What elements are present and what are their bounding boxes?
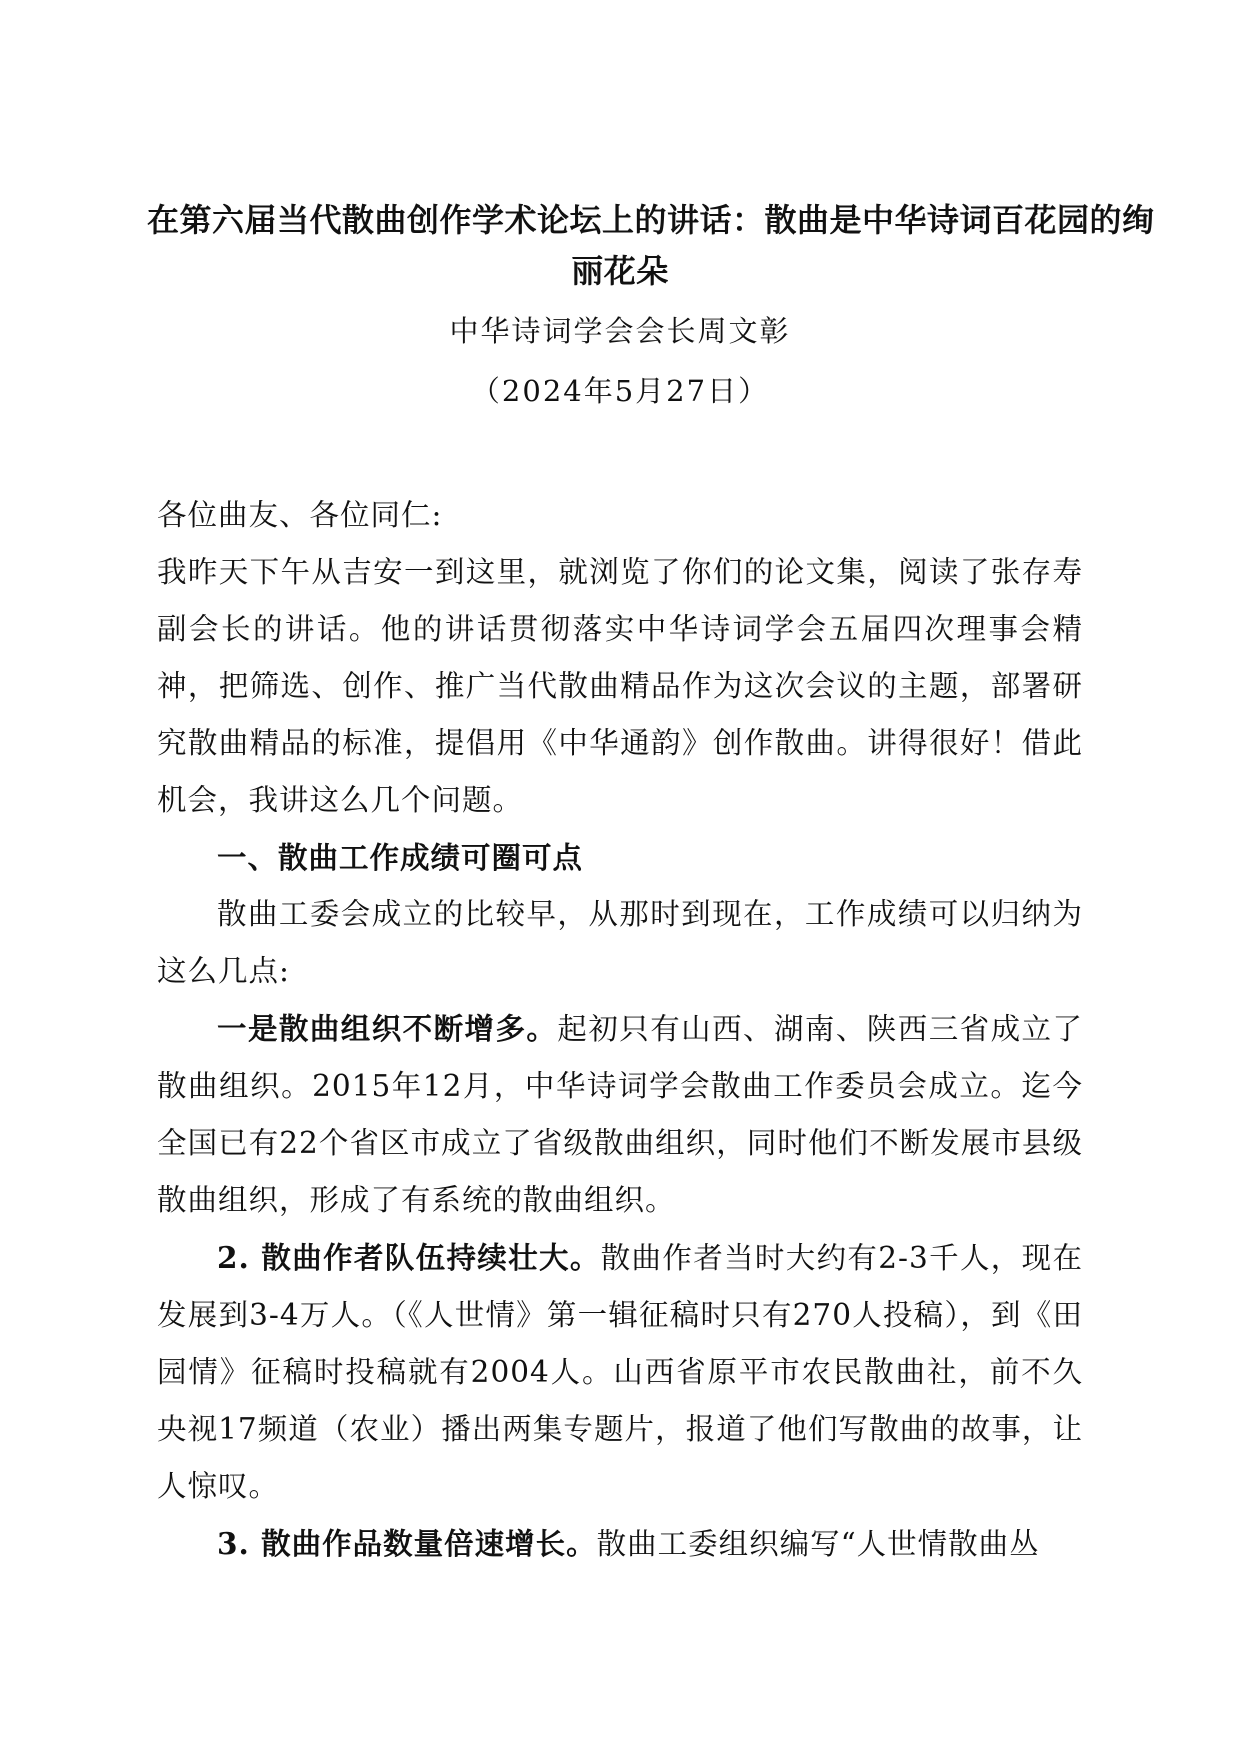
document-title-line-2: 丽花朵 (571, 252, 669, 290)
point-text-1: 起初只有山西、湖南、陕西三省成立了散曲组织。2015年12月，中华诗词学会散曲工作委员会成立。迄今全国已有22个省区市成立了省级散曲组织，同时他们不断发展市县级散曲组织，形成了有系统的散曲组织。 (157, 1012, 1083, 1217)
document-page (147, 0, 1155, 1754)
point-lead-3: 3. 散曲作品数量倍速增长。 (217, 1526, 597, 1561)
point-lead-2: 2. 散曲作者队伍持续壮大。 (217, 1240, 601, 1275)
intro-paragraph: 我昨天下午从吉安一到这里，就浏览了你们的论文集，阅读了张存寿副会长的讲话。他的讲话贯彻落实中华诗词学会五届四次理事会精神，把筛选、创作、推广当代散曲精品作为这次会议的主题，部署研究散曲精品的标准，提倡用《中华通韵》创作散曲。讲得很好！借此机会，我讲这么几个问题。 (157, 555, 1083, 817)
point-paragraph-1 (157, 1000, 1083, 1229)
author-line: 中华诗词学会会长周文彰 (449, 314, 791, 348)
speech-body (157, 487, 1083, 1573)
section-heading-1: 一、散曲工作成绩可圈可点 (217, 840, 584, 875)
speech-date: （2024年5月27日） (470, 374, 770, 408)
point-paragraph-3 (157, 1515, 1083, 1573)
point-text-2: 散曲作者当时大约有2-3千人，现在发展到3-4万人。（《人世情》第一辑征稿时只有270人投稿），到《田园情》征稿时投稿就有2004人。山西省原平市农民散曲社，前不久央视17频道（农业）播出两集专题片，报道了他们写散曲的故事，让人惊叹。 (157, 1241, 1083, 1503)
salutation: 各位曲友、各位同仁: (157, 498, 443, 532)
point-lead-1: 一是散曲组织不断增多。 (217, 1011, 558, 1046)
section-1-intro: 散曲工委会成立的比较早，从那时到现在，工作成绩可以归纳为这么几点: (157, 897, 1083, 988)
point-paragraph-2 (157, 1229, 1083, 1515)
point-text-3: 散曲工委组织编写“人世情散曲丛 (596, 1527, 1040, 1561)
document-title-line-1: 在第六届当代散曲创作学术论坛上的讲话：散曲是中华诗词百花园的绚 (147, 201, 1155, 239)
